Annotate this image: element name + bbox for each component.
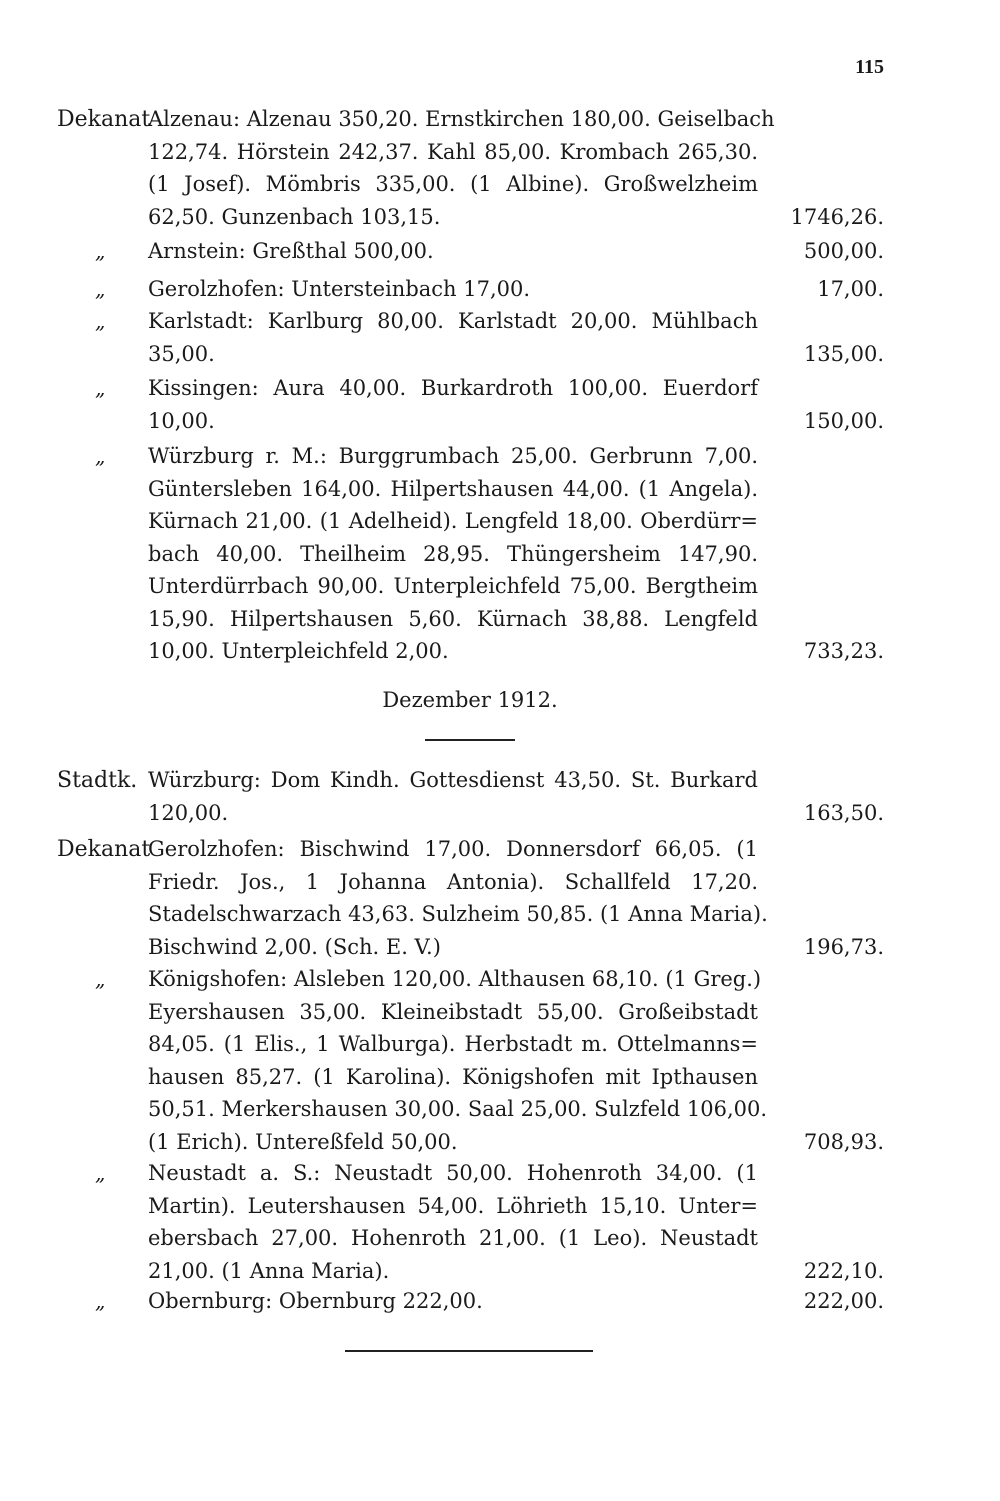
entry-amount: 222,00. [803, 1289, 884, 1313]
entry-amount: 1746,26. [790, 204, 884, 229]
entry-line: Neustadt a. S.: Neustadt 50,00. Hohenroth 34,00. (1 [148, 1161, 758, 1185]
entry-line: Obernburg: Obernburg 222,00. [148, 1289, 483, 1313]
entry-line: Gerolzhofen: Untersteinbach 17,00. [148, 277, 531, 301]
entry-line: Arnstein: Greßthal 500,00. [148, 239, 434, 263]
entry-text [148, 305, 758, 370]
ditto-mark: „ [95, 967, 106, 991]
entry-text [148, 833, 768, 963]
entry-line: 15,90. Hilpertshausen 5,60. Kürnach 38,88. Lengfeld [148, 606, 758, 631]
entry-line: hausen 85,27. (1 Karolina). Königshofen mit Ipthausen [148, 1064, 758, 1089]
ditto-mark: „ [95, 239, 106, 263]
entry-line: (1 Erich). Untereßfeld 50,00. [148, 1129, 458, 1154]
ditto-mark: „ [95, 444, 106, 468]
entry-text [148, 372, 758, 437]
entry-line: Alzenau: Alzenau 350,20. Ernstkirchen 180,00. Geiselbach [148, 107, 775, 131]
entry-text [148, 1157, 758, 1287]
entry-line: Friedr. Jos., 1 Johanna Antonia). Schallfeld 17,20. [148, 869, 758, 894]
entry-line: Würzburg: Dom Kindh. Gottesdienst 43,50. St. Burkard [148, 768, 758, 792]
entry-line: Eyershausen 35,00. Kleineibstadt 55,00. Großeibstadt [148, 999, 758, 1024]
ditto-mark: „ [95, 277, 106, 301]
entry-line: 10,00. [148, 408, 215, 433]
entry-amount: 196,73. [803, 934, 884, 959]
entry-label: Stadtk. [57, 768, 138, 793]
entry-line: 35,00. [148, 341, 215, 366]
entry-line: 21,00. (1 Anna Maria). [148, 1258, 390, 1283]
entry-label: Dekanat [57, 107, 151, 132]
ditto-mark: „ [95, 1161, 106, 1185]
entry-amount: 222,10. [803, 1258, 884, 1283]
entry-amount: 500,00. [803, 239, 884, 263]
entry-line: Stadelschwarzach 43,63. Sulzheim 50,85. (1 Anna Maria). [148, 902, 768, 926]
entry-line: 62,50. Gunzenbach 103,15. [148, 204, 441, 229]
entry-amount: 135,00. [803, 341, 884, 366]
entry-text [148, 1285, 758, 1318]
entry-line: ebersbach 27,00. Hohenroth 21,00. (1 Leo). Neustadt [148, 1226, 758, 1250]
entry-text [148, 273, 758, 306]
entry-amount: 708,93. [803, 1129, 884, 1154]
ditto-mark: „ [95, 1289, 106, 1313]
entry-line: bach 40,00. Theilheim 28,95. Thüngersheim 147,90. [148, 541, 758, 566]
entry-text [148, 103, 775, 233]
section-heading: Dezember 1912. [382, 688, 558, 712]
entry-line: Würzburg r. M.: Burggrumbach 25,00. Gerbrunn 7,00. [148, 444, 758, 468]
entry-text [148, 963, 768, 1158]
entry-text [148, 440, 758, 668]
entry-amount: 163,50. [803, 800, 884, 825]
entry-amount: 733,23. [803, 639, 884, 663]
entry-amount: 17,00. [817, 277, 884, 301]
entry-line: Königshofen: Alsleben 120,00. Althausen 68,10. (1 Greg.) [148, 967, 762, 991]
ditto-mark: „ [95, 376, 106, 400]
closing-divider [345, 1350, 593, 1352]
page-number: 115 [855, 56, 884, 78]
entry-line: 120,00. [148, 800, 229, 825]
entry-label: Dekanat [57, 837, 151, 862]
entry-line: 84,05. (1 Elis., 1 Walburga). Herbstadt m. Ottelmanns= [148, 1032, 758, 1056]
entry-line: Karlstadt: Karlburg 80,00. Karlstadt 20,00. Mühlbach [148, 309, 758, 333]
entry-line: 122,74. Hörstein 242,37. Kahl 85,00. Krombach 265,30. [148, 139, 758, 164]
entry-line: (1 Josef). Mömbris 335,00. (1 Albine). Großwelzheim [148, 172, 758, 196]
entry-line: Unterdürrbach 90,00. Unterpleichfeld 75,00. Bergtheim [148, 574, 758, 598]
entry-text [148, 764, 758, 829]
entry-amount: 150,00. [803, 408, 884, 433]
entry-line: Gerolzhofen: Bischwind 17,00. Donnersdorf 66,05. (1 [148, 837, 758, 861]
entry-line: 10,00. Unterpleichfeld 2,00. [148, 639, 449, 663]
entry-line: Bischwind 2,00. (Sch. E. V.) [148, 934, 441, 959]
entry-line: Kürnach 21,00. (1 Adelheid). Lengfeld 18,00. Oberdürr= [148, 509, 758, 533]
entry-text [148, 235, 758, 268]
entry-line: 50,51. Merkershausen 30,00. Saal 25,00. Sulzfeld 106,00. [148, 1097, 768, 1121]
entry-line: Martin). Leutershausen 54,00. Löhrieth 15,10. Unter= [148, 1193, 758, 1218]
entry-line: Kissingen: Aura 40,00. Burkardroth 100,00. Euerdorf [148, 376, 758, 400]
entry-line: Güntersleben 164,00. Hilpertshausen 44,00. (1 Angela). [148, 476, 758, 501]
heading-divider [425, 739, 515, 741]
ditto-mark: „ [95, 309, 106, 333]
